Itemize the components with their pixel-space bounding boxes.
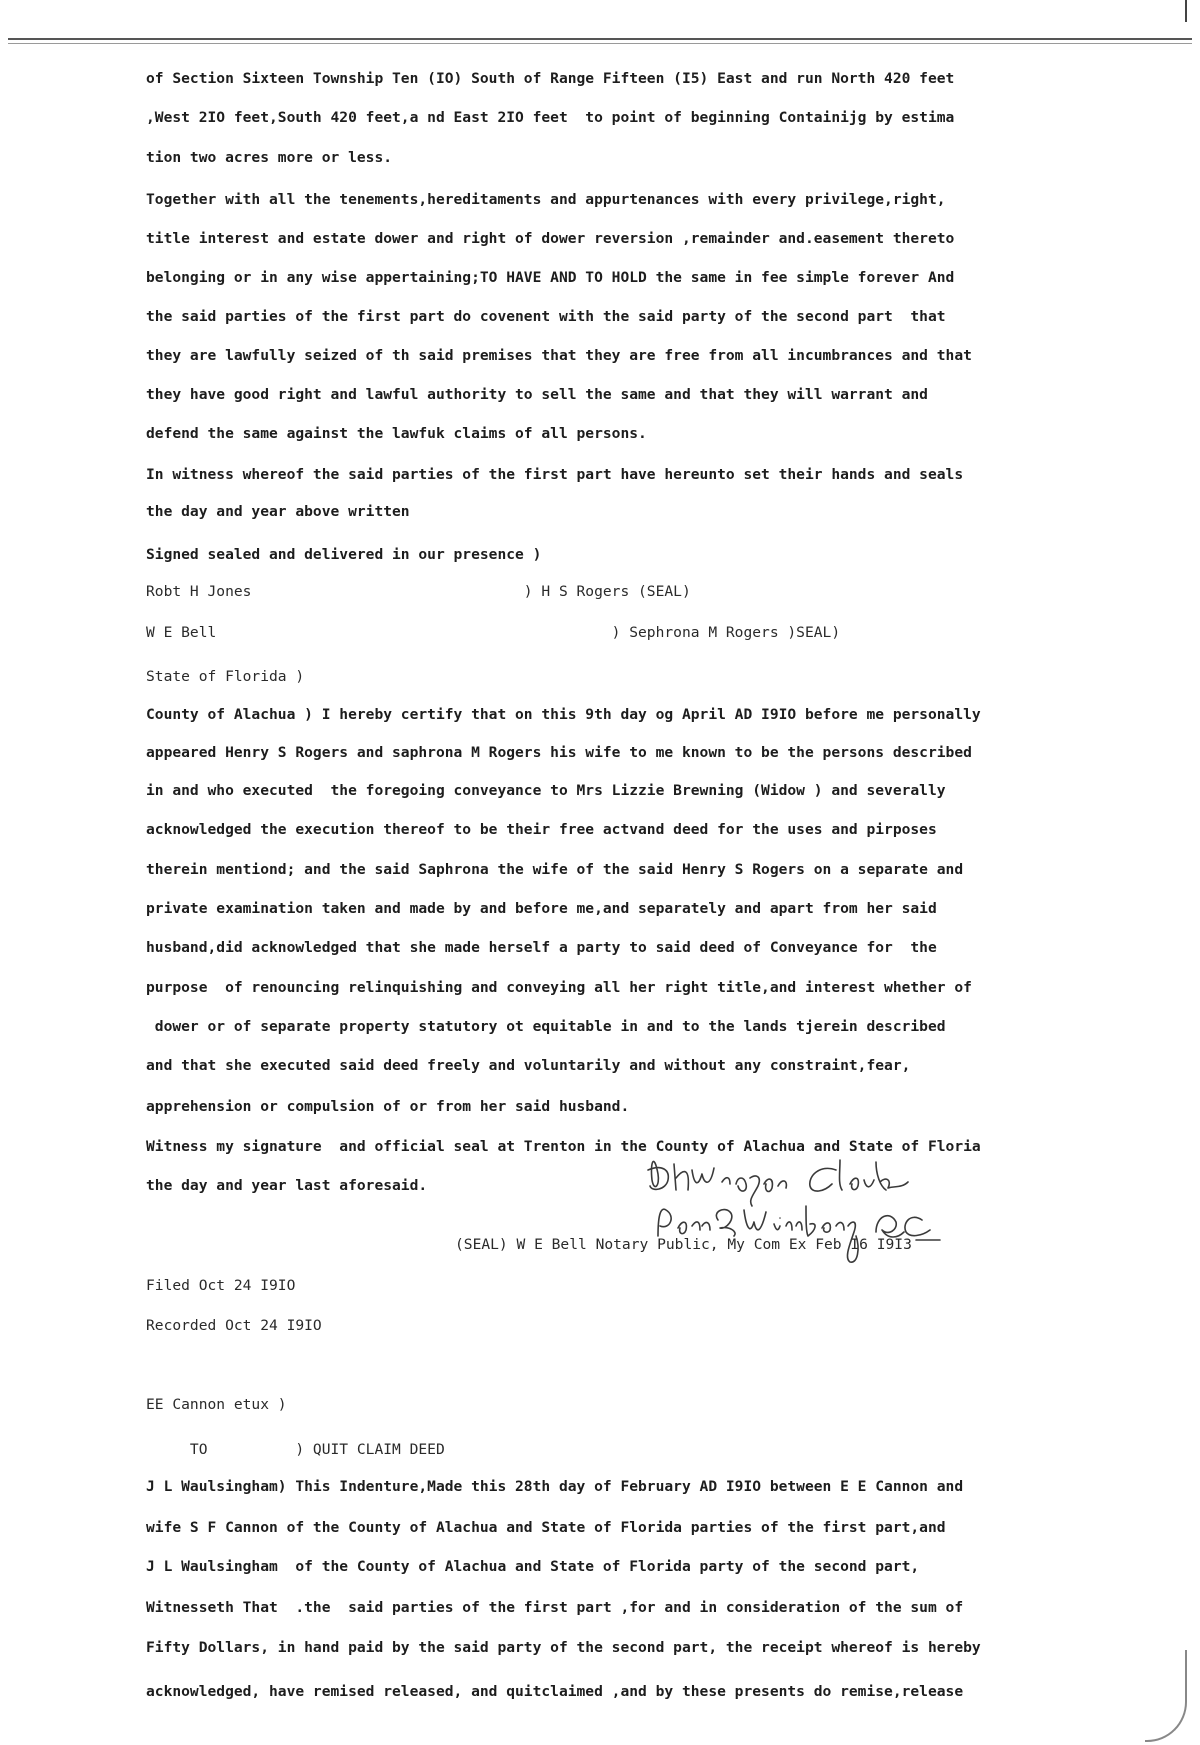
ack-line-13: the day and year last aforesaid.: [146, 1177, 428, 1194]
qc-line-3: J L Waulsingham of the County of Alachua and State of Florida party of the second part,: [146, 1558, 920, 1575]
deed-line-9: they have good right and lawful authority to sell the same and that they will warrant and: [146, 386, 928, 403]
deed-line-1: of Section Sixteen Township Ten (IO) South of Range Fifteen (I5) East and run North 420 feet: [146, 70, 955, 87]
deed-line-7: the said parties of the first part do covenent with the said party of the second part that: [146, 308, 946, 325]
signatory-line-2: W E Bell ) Sephrona M Rogers )SEAL): [146, 624, 841, 641]
qc-line-5: Fifty Dollars, in hand paid by the said party of the second part, the receipt whereof is hereby: [146, 1639, 981, 1656]
qc-line-6: acknowledged, have remised released, and quitclaimed ,and by these presents do remise,release: [146, 1683, 964, 1700]
deed-line-4: Together with all the tenements,hereditaments and appurtenances with every privilege,right,: [146, 191, 946, 208]
page-curl-edge: [1145, 1650, 1187, 1742]
ack-line-6: private examination taken and made by and before me,and separately and apart from her said: [146, 900, 937, 917]
ack-line-5: therein mentiond; and the said Saphrona the wife of the said Henry S Rogers on a separate and: [146, 861, 964, 878]
page-corner-mark: [1185, 0, 1187, 22]
clerk-signature-handwritten: [640, 1140, 1060, 1280]
filed-date: Filed Oct 24 I9IO: [146, 1277, 296, 1294]
ack-line-3: in and who executed the foregoing conveyance to Mrs Lizzie Brewning (Widow ) and severally: [146, 782, 946, 799]
deed-line-2: ,West 2IO feet,South 420 feet,a nd East 2IO feet to point of beginning Containijg by estima: [146, 109, 955, 126]
top-rule: [8, 38, 1192, 40]
qc-line-1: J L Waulsingham) This Indenture,Made this 28th day of February AD I9IO between E E Cannon and: [146, 1478, 964, 1495]
deed-line-3: tion two acres more or less.: [146, 149, 393, 166]
notary-line: (SEAL) W E Bell Notary Public, My Com Ex Feb I6 I9I3: [455, 1236, 912, 1253]
deed-type-label: TO ) QUIT CLAIM DEED: [146, 1441, 445, 1458]
ack-line-1: County of Alachua ) I hereby certify that on this 9th day og April AD I9IO before me personally: [146, 706, 981, 723]
ack-line-10: and that she executed said deed freely and voluntarily and without any constraint,fear,: [146, 1057, 911, 1074]
deed-line-12: the day and year above written: [146, 503, 410, 520]
grantor-label: EE Cannon etux ): [146, 1396, 287, 1413]
ack-line-7: husband,did acknowledged that she made herself a party to said deed of Conveyance for the: [146, 939, 937, 956]
ack-state: State of Florida ): [146, 668, 305, 685]
deed-line-10: defend the same against the lawfuk claims of all persons.: [146, 425, 647, 442]
ack-line-4: acknowledged the execution thereof to be their free actvand deed for the uses and pirposes: [146, 821, 937, 838]
qc-line-4: Witnesseth That .the said parties of the first part ,for and in consideration of the sum of: [146, 1599, 964, 1616]
witness-line: Signed sealed and delivered in our presence ): [146, 546, 542, 563]
clerk-signature-image: [640, 1140, 1060, 1280]
recorded-date: Recorded Oct 24 I9IO: [146, 1317, 322, 1334]
top-rule-thin: [8, 43, 1192, 44]
ack-line-12: Witness my signature and official seal at Trenton in the County of Alachua and State of Floria: [146, 1138, 981, 1155]
deed-line-8: they are lawfully seized of th said premises that they are free from all incumbrances and that: [146, 347, 972, 364]
deed-line-11: In witness whereof the said parties of the first part have hereunto set their hands and seals: [146, 466, 964, 483]
signatory-line-1: Robt H Jones ) H S Rogers (SEAL): [146, 583, 691, 600]
ack-line-11: apprehension or compulsion of or from her said husband.: [146, 1098, 630, 1115]
ack-line-2: appeared Henry S Rogers and saphrona M Rogers his wife to me known to be the persons described: [146, 744, 972, 761]
deed-line-5: title interest and estate dower and right of dower reversion ,remainder and.easement thereto: [146, 230, 955, 247]
qc-line-2: wife S F Cannon of the County of Alachua and State of Florida parties of the first part,and: [146, 1519, 946, 1536]
ack-line-9: dower or of separate property statutory ot equitable in and to the lands tjerein described: [146, 1018, 946, 1035]
deed-line-6: belonging or in any wise appertaining;TO HAVE AND TO HOLD the same in fee simple forever And: [146, 269, 955, 286]
ack-line-8: purpose of renouncing relinquishing and conveying all her right title,and interest whether of: [146, 979, 972, 996]
